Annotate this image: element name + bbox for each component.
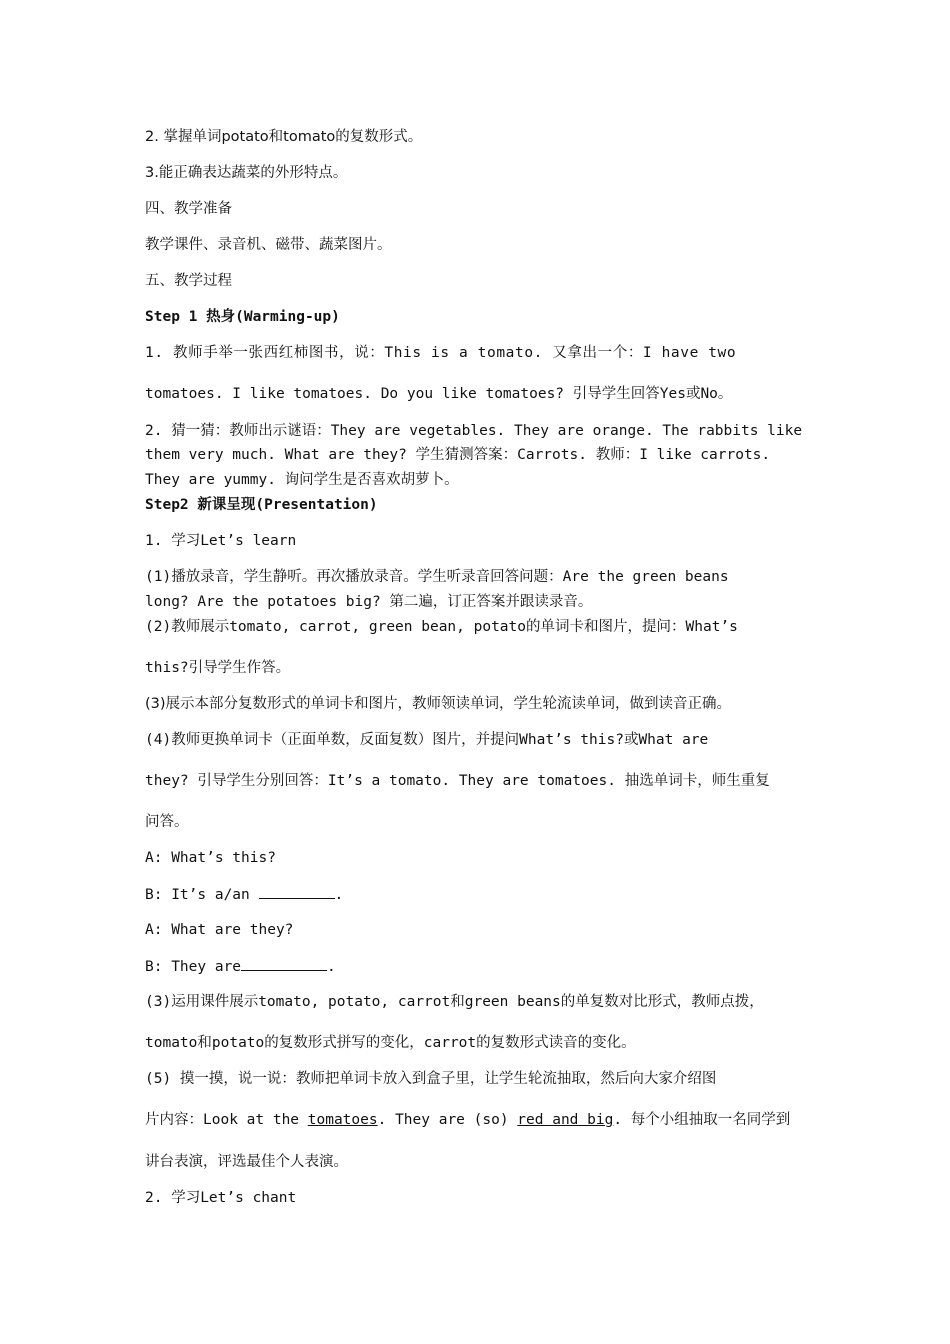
step2-sub2-line2: this?引导学生作答。 xyxy=(145,660,291,676)
dialogue-a1: A: What’s this? xyxy=(145,850,276,866)
dialogue-b2-text: B: They are xyxy=(145,959,242,975)
step1-item2-line1: 2. 猜一猜：教师出示谜语：They are vegetables. They are orange. The rabbits like xyxy=(145,423,803,439)
step1-item1-line1: 1. 教师手举一张西红柿图书，说：This is a tomato. 又拿出一个：I have two xyxy=(145,345,737,361)
step2-sub4-line3: 问答。 xyxy=(145,814,189,830)
step2-sub3b-line2: tomato和potato的复数形式拼写的变化，carrot的复数形式读音的变化。 xyxy=(145,1035,636,1051)
dialogue-b1-end: . xyxy=(334,887,344,903)
step1-item2-line2: them very much. What are they? 学生猜测答案：Carrots. 教师：I like carrots. xyxy=(145,447,771,463)
section-heading-preparation: 四、教学准备 xyxy=(145,201,232,217)
step2-heading: Step2 新课呈现(Presentation) xyxy=(145,497,378,513)
step2-sub1-line2: long? Are the potatoes big? 第二遍，订正答案并跟读录音。 xyxy=(145,594,593,610)
step2-sub2-line1: (2)教师展示tomato, carrot, green bean, potato的单词卡和图片，提问：What’s xyxy=(145,619,738,635)
objective-3: 3.能正确表达蔬菜的外形特点。 xyxy=(145,165,348,181)
underlined-tomatoes: tomatoes xyxy=(307,1112,378,1128)
step2-sub3: (3)展示本部分复数形式的单词卡和图片，教师领读单词，学生轮流读单词，做到读音正确。 xyxy=(145,696,732,712)
step2-item2-title: 2. 学习Let’s chant xyxy=(145,1190,297,1206)
underlined-red-and-big: red and big xyxy=(517,1112,614,1128)
step2-sub5-line3: 讲台表演，评选最佳个人表演。 xyxy=(145,1154,348,1170)
step2-sub5-line2 xyxy=(145,1110,790,1130)
dialogue-b1-text: B: It’s a/an xyxy=(145,887,250,903)
step2-sub4-line1: (4)教师更换单词卡（正面单数，反面复数）图片，并提问What’s this?或What are xyxy=(145,732,709,748)
dialogue-b1 xyxy=(145,884,343,905)
step2-sub5-line1: (5) 摸一摸，说一说：教师把单词卡放入到盒子里，让学生轮流抽取，然后向大家介绍图 xyxy=(145,1071,717,1087)
section-heading-process: 五、教学过程 xyxy=(145,273,232,289)
sub5-text-c: . 每个小组抽取一名同学到 xyxy=(613,1112,791,1128)
step1-heading: Step 1 热身(Warming-up) xyxy=(145,309,340,325)
preparation-materials: 教学课件、录音机、磁带、蔬菜图片。 xyxy=(145,237,392,253)
dialogue-b2 xyxy=(145,956,336,977)
dialogue-b2-end: . xyxy=(327,959,336,975)
sub5-text-b: . They are (so) xyxy=(377,1112,518,1128)
answer-blank-1 xyxy=(259,884,335,899)
sub5-text-a: 片内容：Look at the xyxy=(145,1112,308,1128)
step2-sub1-line1: (1)播放录音，学生静听。再次播放录音。学生听录音回答问题：Are the green beans xyxy=(145,569,729,585)
answer-blank-2 xyxy=(241,956,327,971)
step1-item2-line3: They are yummy. 询问学生是否喜欢胡萝卜。 xyxy=(145,472,459,488)
dialogue-a2: A: What are they? xyxy=(145,922,294,938)
step2-sub4-line2: they? 引导学生分别回答：It’s a tomato. They are tomatoes. 抽选单词卡，师生重复 xyxy=(145,773,770,789)
step2-sub3b-line1: (3)运用课件展示tomato, potato, carrot和green beans的单复数对比形式，教师点拨， xyxy=(145,994,764,1010)
step2-item1-title: 1. 学习Let’s learn xyxy=(145,533,297,549)
objective-2: 2. 掌握单词potato和tomato的复数形式。 xyxy=(145,129,423,145)
step1-item1-line2: tomatoes. I like tomatoes. Do you like tomatoes? 引导学生回答Yes或No。 xyxy=(145,386,733,402)
